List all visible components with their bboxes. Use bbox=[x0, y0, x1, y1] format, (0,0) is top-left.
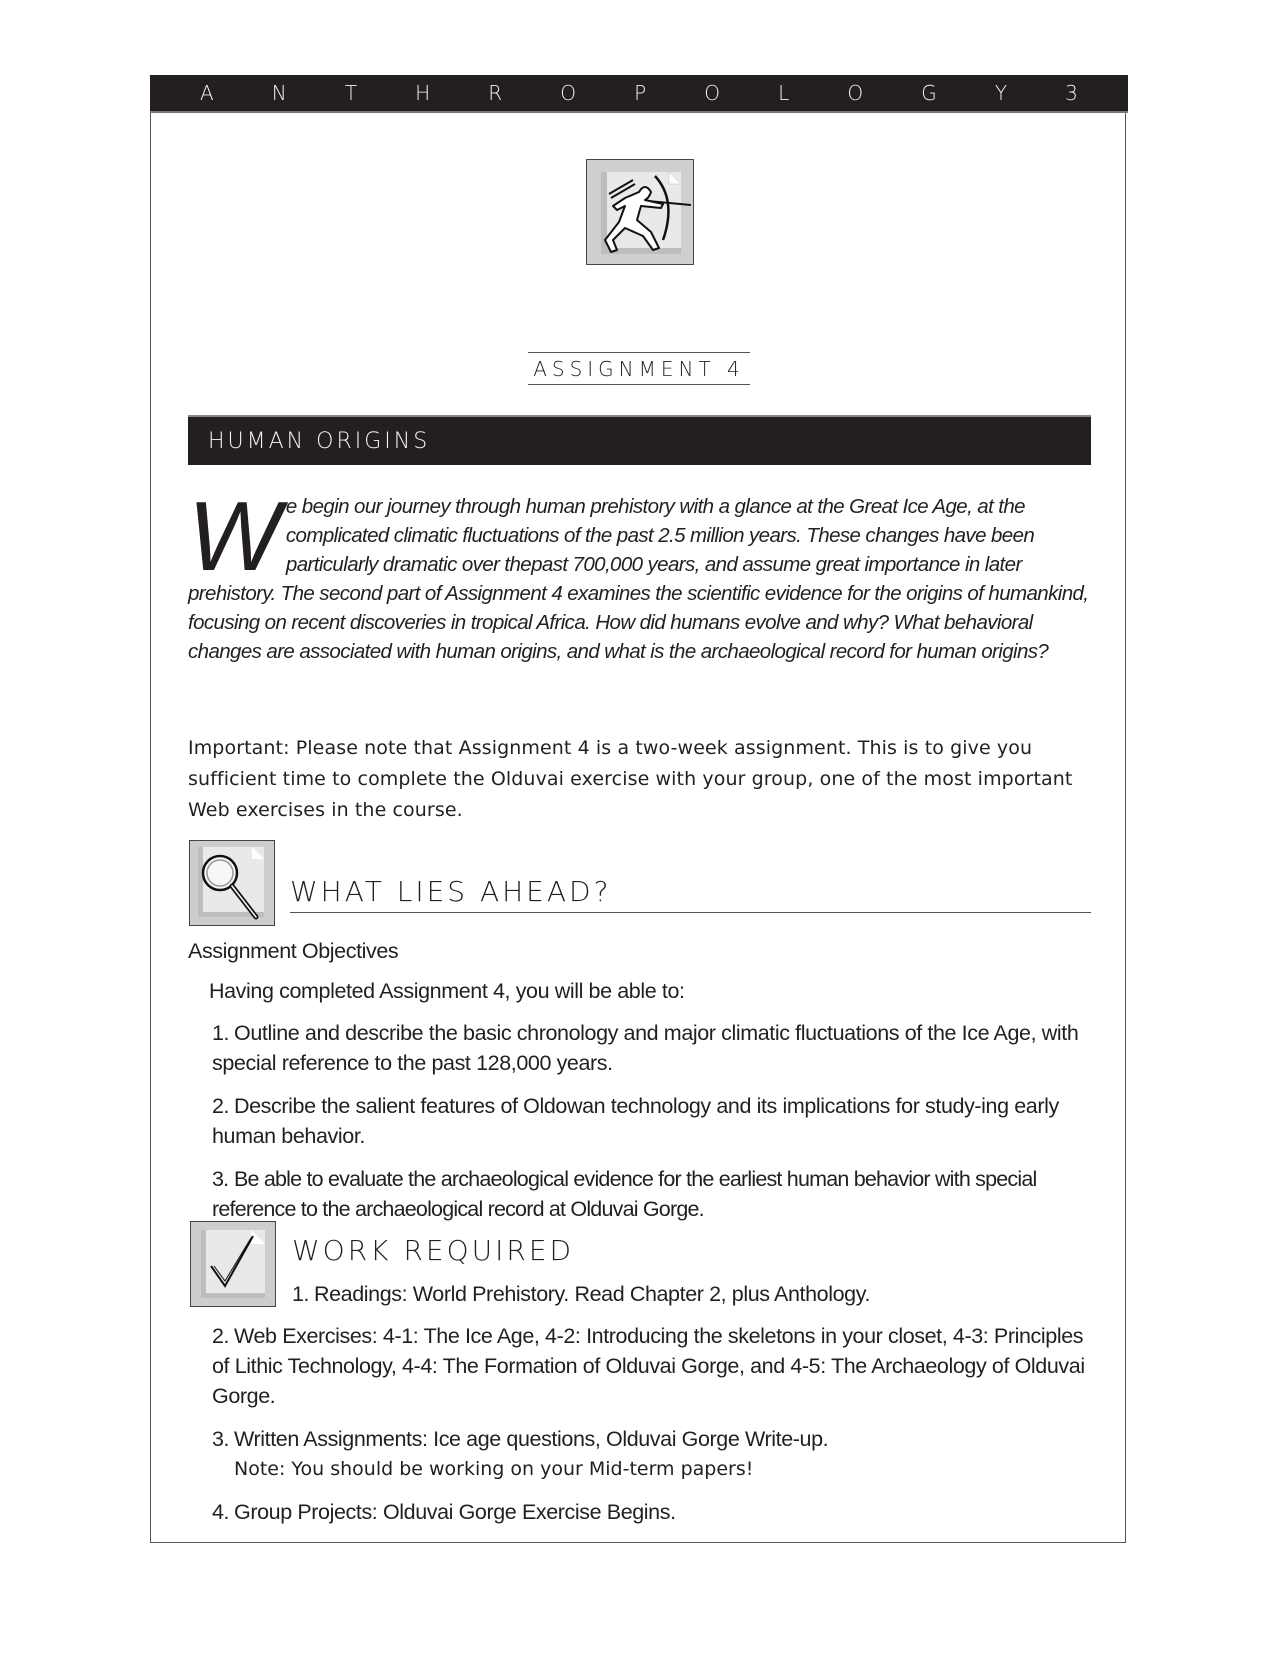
work-item bbox=[212, 1424, 1092, 1484]
work-required-title: WORK REQUIRED bbox=[292, 1234, 575, 1267]
work-item-number: 3. bbox=[212, 1427, 230, 1451]
work-item-text: Group Projects: Olduvai Gorge Exercise Begins. bbox=[234, 1500, 676, 1524]
header-letter: O bbox=[847, 81, 864, 105]
checkmark-icon bbox=[190, 1221, 276, 1307]
objective-text: Describe the salient features of Oldowan technology and its implications for study-ing early human behavior. bbox=[212, 1094, 1059, 1148]
header-letter: T bbox=[344, 81, 358, 105]
objective-number: 1. bbox=[212, 1021, 230, 1045]
header-letter: O bbox=[704, 81, 721, 105]
objective-number: 2. bbox=[212, 1094, 230, 1118]
header-letter: A bbox=[200, 81, 214, 105]
section-title: HUMAN ORIGINS bbox=[208, 429, 431, 454]
objectives-subheading: Assignment Objectives bbox=[188, 939, 399, 963]
what-lies-ahead-heading bbox=[290, 875, 1091, 913]
assignment-title: ASSIGNMENT 4 bbox=[528, 352, 750, 385]
header-letter: G bbox=[921, 81, 937, 105]
objective-number: 3. bbox=[212, 1167, 229, 1191]
objectives-lead: Having completed Assignment 4, you will be able to: bbox=[209, 979, 685, 1003]
work-item-text: Readings: World Prehistory. Read Chapter 2, plus Anthology. bbox=[314, 1282, 871, 1306]
objective-item bbox=[212, 1164, 1092, 1224]
work-item-text: Web Exercises: 4-1: The Ice Age, 4-2: Introducing the skeletons in your closet, 4-3: Principles of Lithic Technology, 4-4: The Formation of Olduvai Gorge, and 4-5: The Archaeology of Olduvai Gorge. bbox=[212, 1324, 1085, 1408]
objective-text: Be able to evaluate the archaeological evidence for the earliest human behavior with special reference to the archaeological record at Olduvai Gorge. bbox=[212, 1167, 1037, 1221]
work-item-text: Written Assignments: Ice age questions, Olduvai Gorge Write-up. bbox=[234, 1427, 829, 1451]
work-item bbox=[212, 1321, 1092, 1411]
work-item-number: 1. bbox=[292, 1282, 310, 1306]
intro-text: e begin our journey through human prehistory with a glance at the Great Ice Age, at the complicated climatic fluctuations of the past 2.5 million years. These changes have been particularly dramatic over thepast 700,000 years, and assume great importance in later prehistory. The second part of Assignment 4 examines the scientific evidence for the origins of humankind, focusing on recent discoveries in tropical Africa. How did humans evolve and why? What behavioral changes are associated with human origins, and what is the archaeological record for human origins? bbox=[188, 495, 1089, 663]
header-letter: R bbox=[488, 81, 503, 105]
magnifying-glass-icon bbox=[189, 840, 275, 926]
header-letter: Y bbox=[994, 81, 1008, 105]
header-letter: L bbox=[778, 81, 790, 105]
work-required-heading bbox=[292, 1234, 574, 1267]
header-letter: O bbox=[560, 81, 577, 105]
running-header bbox=[150, 75, 1128, 113]
drop-cap: W bbox=[188, 481, 280, 591]
what-lies-ahead-title: WHAT LIES AHEAD? bbox=[290, 875, 612, 908]
section-banner bbox=[188, 415, 1091, 465]
objective-item bbox=[212, 1091, 1092, 1151]
work-item-number: 4. bbox=[212, 1500, 230, 1524]
page-number: 3 bbox=[1065, 81, 1078, 105]
work-item-number: 2. bbox=[212, 1324, 230, 1348]
work-item bbox=[212, 1497, 1092, 1527]
midterm-note: Note: You should be working on your Mid-term papers! bbox=[234, 1458, 754, 1480]
important-note: Important: Please note that Assignment 4 is a two-week assignment. This is to give you sufficient time to complete the Olduvai exercise with your group, one of the most important Web exercises in the course. bbox=[188, 737, 1073, 821]
objective-item bbox=[212, 1018, 1092, 1078]
intro-paragraph bbox=[188, 481, 1093, 666]
header-letter: H bbox=[415, 81, 431, 105]
work-item bbox=[292, 1279, 1092, 1309]
header-letter: P bbox=[634, 81, 647, 105]
header-letter: N bbox=[271, 81, 287, 105]
archer-icon bbox=[586, 159, 694, 265]
objective-text: Outline and describe the basic chronology and major climatic fluctuations of the Ice Age, with special reference to the past 128,000 years. bbox=[212, 1021, 1079, 1075]
